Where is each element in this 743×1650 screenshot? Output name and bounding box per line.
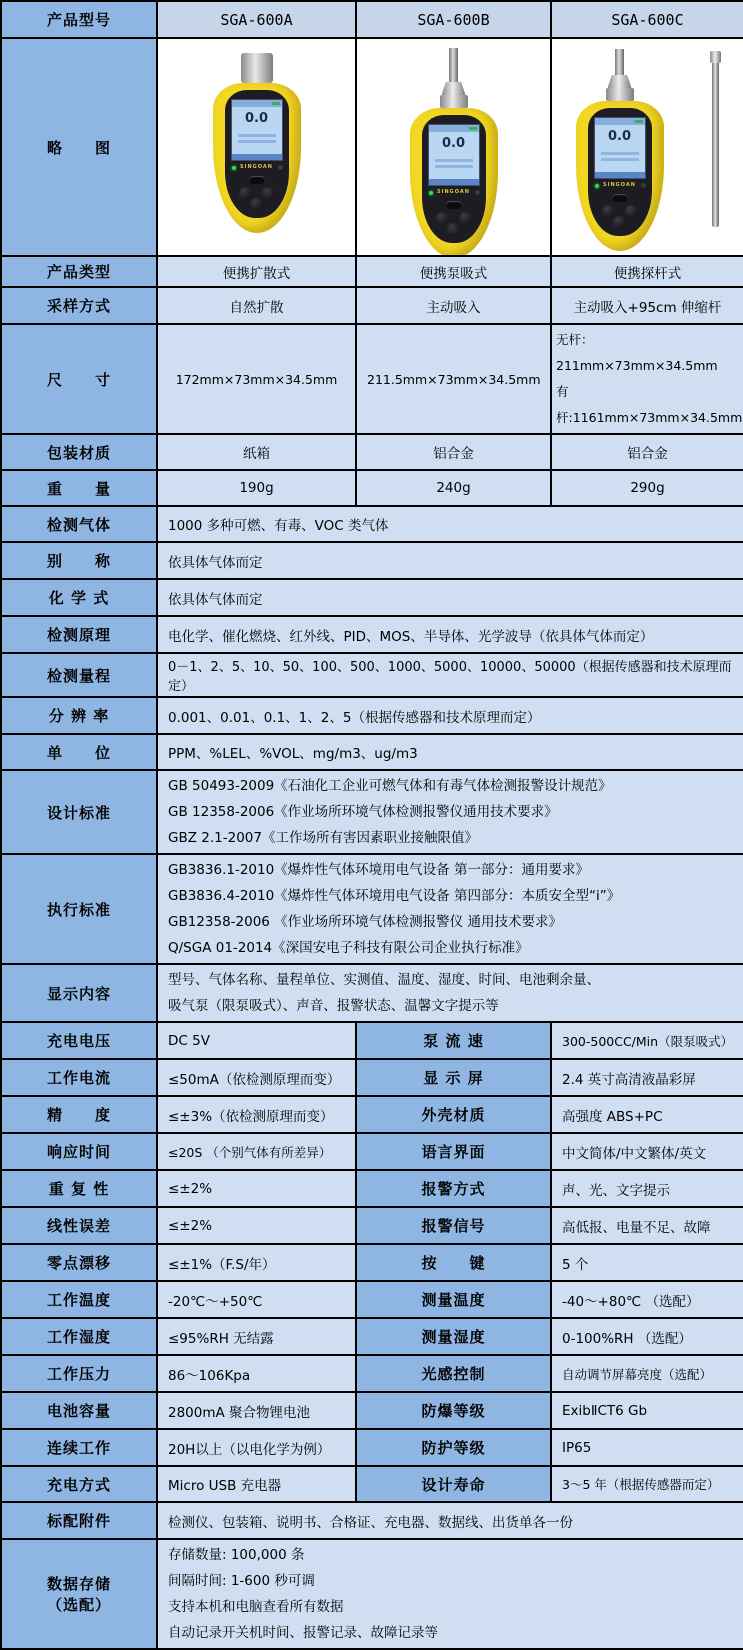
- keypad-button-icon: [613, 216, 626, 229]
- screen-reading: 0.0: [441, 136, 466, 151]
- packaging-a: 纸箱: [157, 434, 356, 470]
- row-label-size: 尺 寸: [1, 324, 157, 434]
- exec-standard-line: Q/SGA 01-2014《深国安电子科技有限公司企业执行标准》: [168, 940, 529, 956]
- table-row: [1, 1096, 743, 1133]
- table-row: [1, 287, 743, 324]
- data-storage-line: 间隔时间: 1-600 秒可调: [168, 1573, 315, 1589]
- table-row: [1, 1429, 743, 1466]
- model-name-a: SGA-600A: [157, 1, 356, 38]
- protection-grade-value: IP65: [551, 1429, 743, 1466]
- row-label-language: 语言界面: [356, 1133, 551, 1170]
- row-label-explosion-proof: 防爆等级: [356, 1392, 551, 1429]
- device-screen: [428, 124, 480, 186]
- device-screen: [231, 99, 283, 161]
- product-type-a: 便携扩散式: [157, 256, 356, 287]
- product-image-cell-c: [551, 38, 743, 256]
- row-label-sampling: 采样方式: [1, 287, 157, 324]
- keypad: [600, 196, 640, 232]
- design-standard-line: GBZ 2.1-2007《工作场所有害因素职业接触限值》: [168, 830, 478, 846]
- design-standard-line: GB 50493-2009《石油化工企业可燃气体和有毒气体检测报警设计规范》: [168, 778, 612, 794]
- keypad-button-icon: [239, 187, 252, 200]
- resolution-value: 0.001、0.01、0.1、1、2、5（根据传感器和技术原理而定）: [157, 697, 743, 734]
- alias-value: 依具体气体而定: [157, 542, 743, 579]
- keypad-button-icon: [602, 205, 615, 218]
- row-label-working-current: 工作电流: [1, 1059, 157, 1096]
- sampling-c: 主动吸入+95cm 伸缩杆: [551, 287, 743, 324]
- product-type-c: 便携探杆式: [551, 256, 743, 287]
- row-label-measure-humidity: 测量湿度: [356, 1318, 551, 1355]
- row-label-design-life: 设计寿命: [356, 1466, 551, 1502]
- data-storage-line: 支持本机和电脑查看所有数据: [168, 1599, 344, 1615]
- battery-value: 2800mA 聚合物锂电池: [157, 1392, 356, 1429]
- row-label-weight: 重 量: [1, 470, 157, 506]
- exec-standard-line: GB12358-2006 《作业场所环境气体检测报警仪 通用技术要求》: [168, 914, 562, 930]
- power-led: [429, 191, 433, 195]
- alarm-signal-value: 高低报、电量不足、故障: [551, 1207, 743, 1244]
- shell-material-value: 高强度 ABS+PC: [551, 1096, 743, 1133]
- sampling-a: 自然扩散: [157, 287, 356, 324]
- sampling-probe-icon: [615, 49, 624, 75]
- data-storage-line: 自动记录开关机时间、报警记录、故障记录等: [168, 1625, 438, 1641]
- language-value: 中文简体/中文繁体/英文: [551, 1133, 743, 1170]
- row-label-zero-drift: 零点漂移: [1, 1244, 157, 1281]
- power-led: [595, 184, 599, 188]
- keypad-button-icon: [250, 198, 263, 211]
- accessories-value: 检测仪、包装箱、说明书、合格证、充电器、数据线、出货单各一份: [157, 1502, 743, 1539]
- data-storage-line: 存储数量: 100,000 条: [168, 1547, 305, 1563]
- display-content-value: [157, 964, 743, 1022]
- table-row: [1, 653, 743, 697]
- probe-base-icon: [606, 88, 634, 101]
- table-row: [1, 854, 743, 964]
- table-row: [1, 324, 743, 434]
- table-row: [1, 734, 743, 770]
- screen-statusbar: [595, 118, 645, 125]
- design-standard-line: GB 12358-2006《作业场所环境气体检测报警仪通用技术要求》: [168, 804, 558, 820]
- zero-drift-value: ≤±1%（F.S/年）: [157, 1244, 356, 1281]
- screen-text-line: [601, 152, 639, 155]
- screen-statusbar: [232, 100, 282, 107]
- size-c-line1: 无杆：211mm×73mm×34.5mm: [556, 332, 718, 373]
- row-label-gases: 检测气体: [1, 506, 157, 542]
- row-label-design-standard: 设计标准: [1, 770, 157, 854]
- screen-text-line: [601, 158, 639, 161]
- accuracy-value: ≤±3%（依检测原理而变）: [157, 1096, 356, 1133]
- row-label-packaging: 包装材质: [1, 434, 157, 470]
- screen-text-line: [238, 134, 276, 137]
- device-body: [213, 83, 301, 233]
- display-content-line: 吸气泵（限泵吸式）、声音、报警状态、温馨文字提示等: [168, 998, 499, 1014]
- table-row: [1, 1133, 743, 1170]
- keypad-button-icon: [625, 205, 638, 218]
- row-label-alarm-mode: 报警方式: [356, 1170, 551, 1207]
- data-storage-label-line2: （选配）: [46, 1596, 111, 1614]
- table-row: [1, 1170, 743, 1207]
- screen-statusbar: [429, 125, 479, 132]
- row-label-pump-flow: 泵 流 速: [356, 1022, 551, 1059]
- repeatability-value: ≤±2%: [157, 1170, 356, 1207]
- row-label-exec-standard: 执行标准: [1, 854, 157, 964]
- row-label-continuous-work: 连续工作: [1, 1429, 157, 1466]
- row-label-shell-material: 外壳材质: [356, 1096, 551, 1133]
- row-label-working-humidity: 工作湿度: [1, 1318, 157, 1355]
- design-standard-value: [157, 770, 743, 854]
- device-b-image: [357, 44, 550, 250]
- menu-button-icon: [249, 176, 265, 184]
- measure-humidity-value: 0-100%RH （选配）: [551, 1318, 743, 1355]
- table-row: [1, 1022, 743, 1059]
- power-button-icon: [278, 165, 283, 170]
- row-label-display-screen: 显 示 屏: [356, 1059, 551, 1096]
- weight-a: 190g: [157, 470, 356, 506]
- brand-label: SINGOAN: [437, 189, 470, 195]
- model-name-b: SGA-600B: [356, 1, 551, 38]
- row-label-alarm-signal: 报警信号: [356, 1207, 551, 1244]
- working-temp-value: -20℃～+50℃: [157, 1281, 356, 1318]
- display-content-line: 型号、气体名称、量程单位、实测值、温度、湿度、时间、电池剩余量、: [168, 972, 600, 988]
- pump-flow-value: 300-500CC/Min（限泵吸式）: [551, 1022, 743, 1059]
- row-label-response-time: 响应时间: [1, 1133, 157, 1170]
- row-label-working-temp: 工作温度: [1, 1281, 157, 1318]
- keypad-button-icon: [436, 212, 449, 225]
- table-row: [1, 470, 743, 506]
- brand-label: SINGOAN: [240, 164, 273, 170]
- display-screen-value: 2.4 英寸高清液晶彩屏: [551, 1059, 743, 1096]
- probe-collar-icon: [608, 75, 632, 88]
- charge-voltage-value: DC 5V: [157, 1022, 356, 1059]
- principle-value: 电化学、催化燃烧、红外线、PID、MOS、半导体、光学波导（依具体气体而定）: [157, 616, 743, 653]
- table-row: [1, 1539, 743, 1649]
- response-time-value: ≤20S （个别气体有所差异）: [157, 1133, 356, 1170]
- row-label-working-pressure: 工作压力: [1, 1355, 157, 1392]
- exec-standard-line: GB3836.1-2010《爆炸性气体环境用电气设备 第一部分：通用要求》: [168, 862, 589, 878]
- table-row: [1, 579, 743, 616]
- table-row: [1, 38, 743, 256]
- table-row: [1, 1502, 743, 1539]
- explosion-proof-value: ExibⅡCT6 Gb: [551, 1392, 743, 1429]
- row-label-unit: 单 位: [1, 734, 157, 770]
- working-current-value: ≤50mA（依检测原理而变）: [157, 1059, 356, 1096]
- model-name-c: SGA-600C: [551, 1, 743, 38]
- row-label-charge-mode: 充电方式: [1, 1466, 157, 1502]
- unit-value: PPM、%LEL、%VOL、mg/m3、ug/m3: [157, 734, 743, 770]
- table-row: [1, 697, 743, 734]
- power-led: [232, 166, 236, 170]
- exec-standard-value: [157, 854, 743, 964]
- table-row: [1, 1281, 743, 1318]
- weight-c: 290g: [551, 470, 743, 506]
- menu-button-icon: [446, 201, 462, 209]
- size-a: 172mm×73mm×34.5mm: [157, 324, 356, 434]
- row-label-protection-grade: 防护等级: [356, 1429, 551, 1466]
- row-label-alias: 别 称: [1, 542, 157, 579]
- packaging-b: 铝合金: [356, 434, 551, 470]
- row-label-product-type: 产品类型: [1, 256, 157, 287]
- keypad-button-icon: [459, 212, 472, 225]
- charge-mode-value: Micro USB 充电器: [157, 1466, 356, 1502]
- table-row: [1, 964, 743, 1022]
- row-label-display-content: 显示内容: [1, 964, 157, 1022]
- keypad: [237, 178, 277, 214]
- packaging-c: 铝合金: [551, 434, 743, 470]
- alarm-mode-value: 声、光、文字提示: [551, 1170, 743, 1207]
- device-body: [576, 101, 664, 251]
- product-image-cell-b: [356, 38, 551, 256]
- probe-base-icon: [440, 95, 468, 108]
- screen-reading: 0.0: [607, 129, 632, 144]
- brand-label: SINGOAN: [603, 182, 636, 188]
- menu-button-icon: [612, 194, 628, 202]
- power-button-icon: [475, 190, 480, 195]
- device-body: [410, 108, 498, 256]
- row-label-charge-voltage: 充电电压: [1, 1022, 157, 1059]
- buttons-value: 5 个: [551, 1244, 743, 1281]
- sampling-b: 主动吸入: [356, 287, 551, 324]
- device-panel: [225, 90, 289, 218]
- size-b: 211.5mm×73mm×34.5mm: [356, 324, 551, 434]
- row-label-accessories: 标配附件: [1, 1502, 157, 1539]
- sampling-probe-icon: [449, 48, 458, 82]
- screen-timebar: [232, 154, 282, 160]
- data-storage-value: [157, 1539, 743, 1649]
- table-row: [1, 256, 743, 287]
- linearity-error-value: ≤±2%: [157, 1207, 356, 1244]
- data-storage-label-line1: 数据存储: [46, 1575, 111, 1593]
- working-pressure-value: 86～106Kpa: [157, 1355, 356, 1392]
- device-a-image: [158, 39, 355, 255]
- probe-collar-icon: [442, 82, 466, 95]
- working-humidity-value: ≤95%RH 无结露: [157, 1318, 356, 1355]
- row-label-repeatability: 重 复 性: [1, 1170, 157, 1207]
- row-label-linearity-error: 线性误差: [1, 1207, 157, 1244]
- range-value: 0－1、2、5、10、50、100、500、1000、5000、10000、50000（根据传感器和技术原理而定）: [157, 653, 743, 697]
- table-row: [1, 434, 743, 470]
- exec-standard-line: GB3836.4-2010《爆炸性气体环境用电气设备 第四部分：本质安全型“i”》: [168, 888, 621, 904]
- table-row: [1, 1059, 743, 1096]
- weight-b: 240g: [356, 470, 551, 506]
- power-button-icon: [641, 183, 646, 188]
- keypad-button-icon: [447, 223, 460, 236]
- row-label-model: 产品型号: [1, 1, 157, 38]
- measure-temp-value: -40～+80℃ （选配）: [551, 1281, 743, 1318]
- size-c-line2: 有杆:1161mm×73mm×34.5mm: [556, 384, 743, 425]
- device-panel: [422, 115, 486, 243]
- table-row: [1, 1355, 743, 1392]
- design-life-value: 3～5 年（根据传感器而定）: [551, 1466, 743, 1502]
- screen-timebar: [429, 179, 479, 185]
- row-label-data-storage: [1, 1539, 157, 1649]
- continuous-work-value: 20H以上（以电化学为例）: [157, 1429, 356, 1466]
- table-row: [1, 506, 743, 542]
- table-row: [1, 1392, 743, 1429]
- device-panel: [588, 108, 652, 236]
- telescopic-rod-icon: [712, 51, 719, 227]
- row-label-battery: 电池容量: [1, 1392, 157, 1429]
- gases-value: 1000 多种可燃、有毒、VOC 类气体: [157, 506, 743, 542]
- table-row: [1, 1318, 743, 1355]
- table-row: [1, 1244, 743, 1281]
- row-label-range: 检测量程: [1, 653, 157, 697]
- row-label-buttons: 按 键: [356, 1244, 551, 1281]
- product-type-b: 便携泵吸式: [356, 256, 551, 287]
- product-image-cell-a: [157, 38, 356, 256]
- keypad-button-icon: [262, 187, 275, 200]
- keypad: [434, 203, 474, 239]
- row-label-measure-temp: 测量温度: [356, 1281, 551, 1318]
- screen-text-line: [238, 140, 276, 143]
- row-label-principle: 检测原理: [1, 616, 157, 653]
- screen-reading: 0.0: [244, 111, 269, 126]
- screen-text-line: [435, 159, 473, 162]
- row-label-formula: 化 学 式: [1, 579, 157, 616]
- row-label-accuracy: 精 度: [1, 1096, 157, 1133]
- row-label-sketch: 略 图: [1, 38, 157, 256]
- screen-timebar: [595, 172, 645, 178]
- table-row: [1, 542, 743, 579]
- device-c-image: [552, 43, 743, 251]
- sensor-cap-icon: [241, 53, 273, 83]
- size-c: [551, 324, 743, 434]
- table-row: [1, 1207, 743, 1244]
- formula-value: 依具体气体而定: [157, 579, 743, 616]
- table-row: [1, 1, 743, 38]
- table-row: [1, 1466, 743, 1502]
- light-control-value: 自动调节屏幕亮度（选配）: [551, 1355, 743, 1392]
- row-label-resolution: 分 辨 率: [1, 697, 157, 734]
- device-screen: [594, 117, 646, 179]
- screen-text-line: [435, 165, 473, 168]
- table-row: [1, 616, 743, 653]
- row-label-light-control: 光感控制: [356, 1355, 551, 1392]
- table-row: [1, 770, 743, 854]
